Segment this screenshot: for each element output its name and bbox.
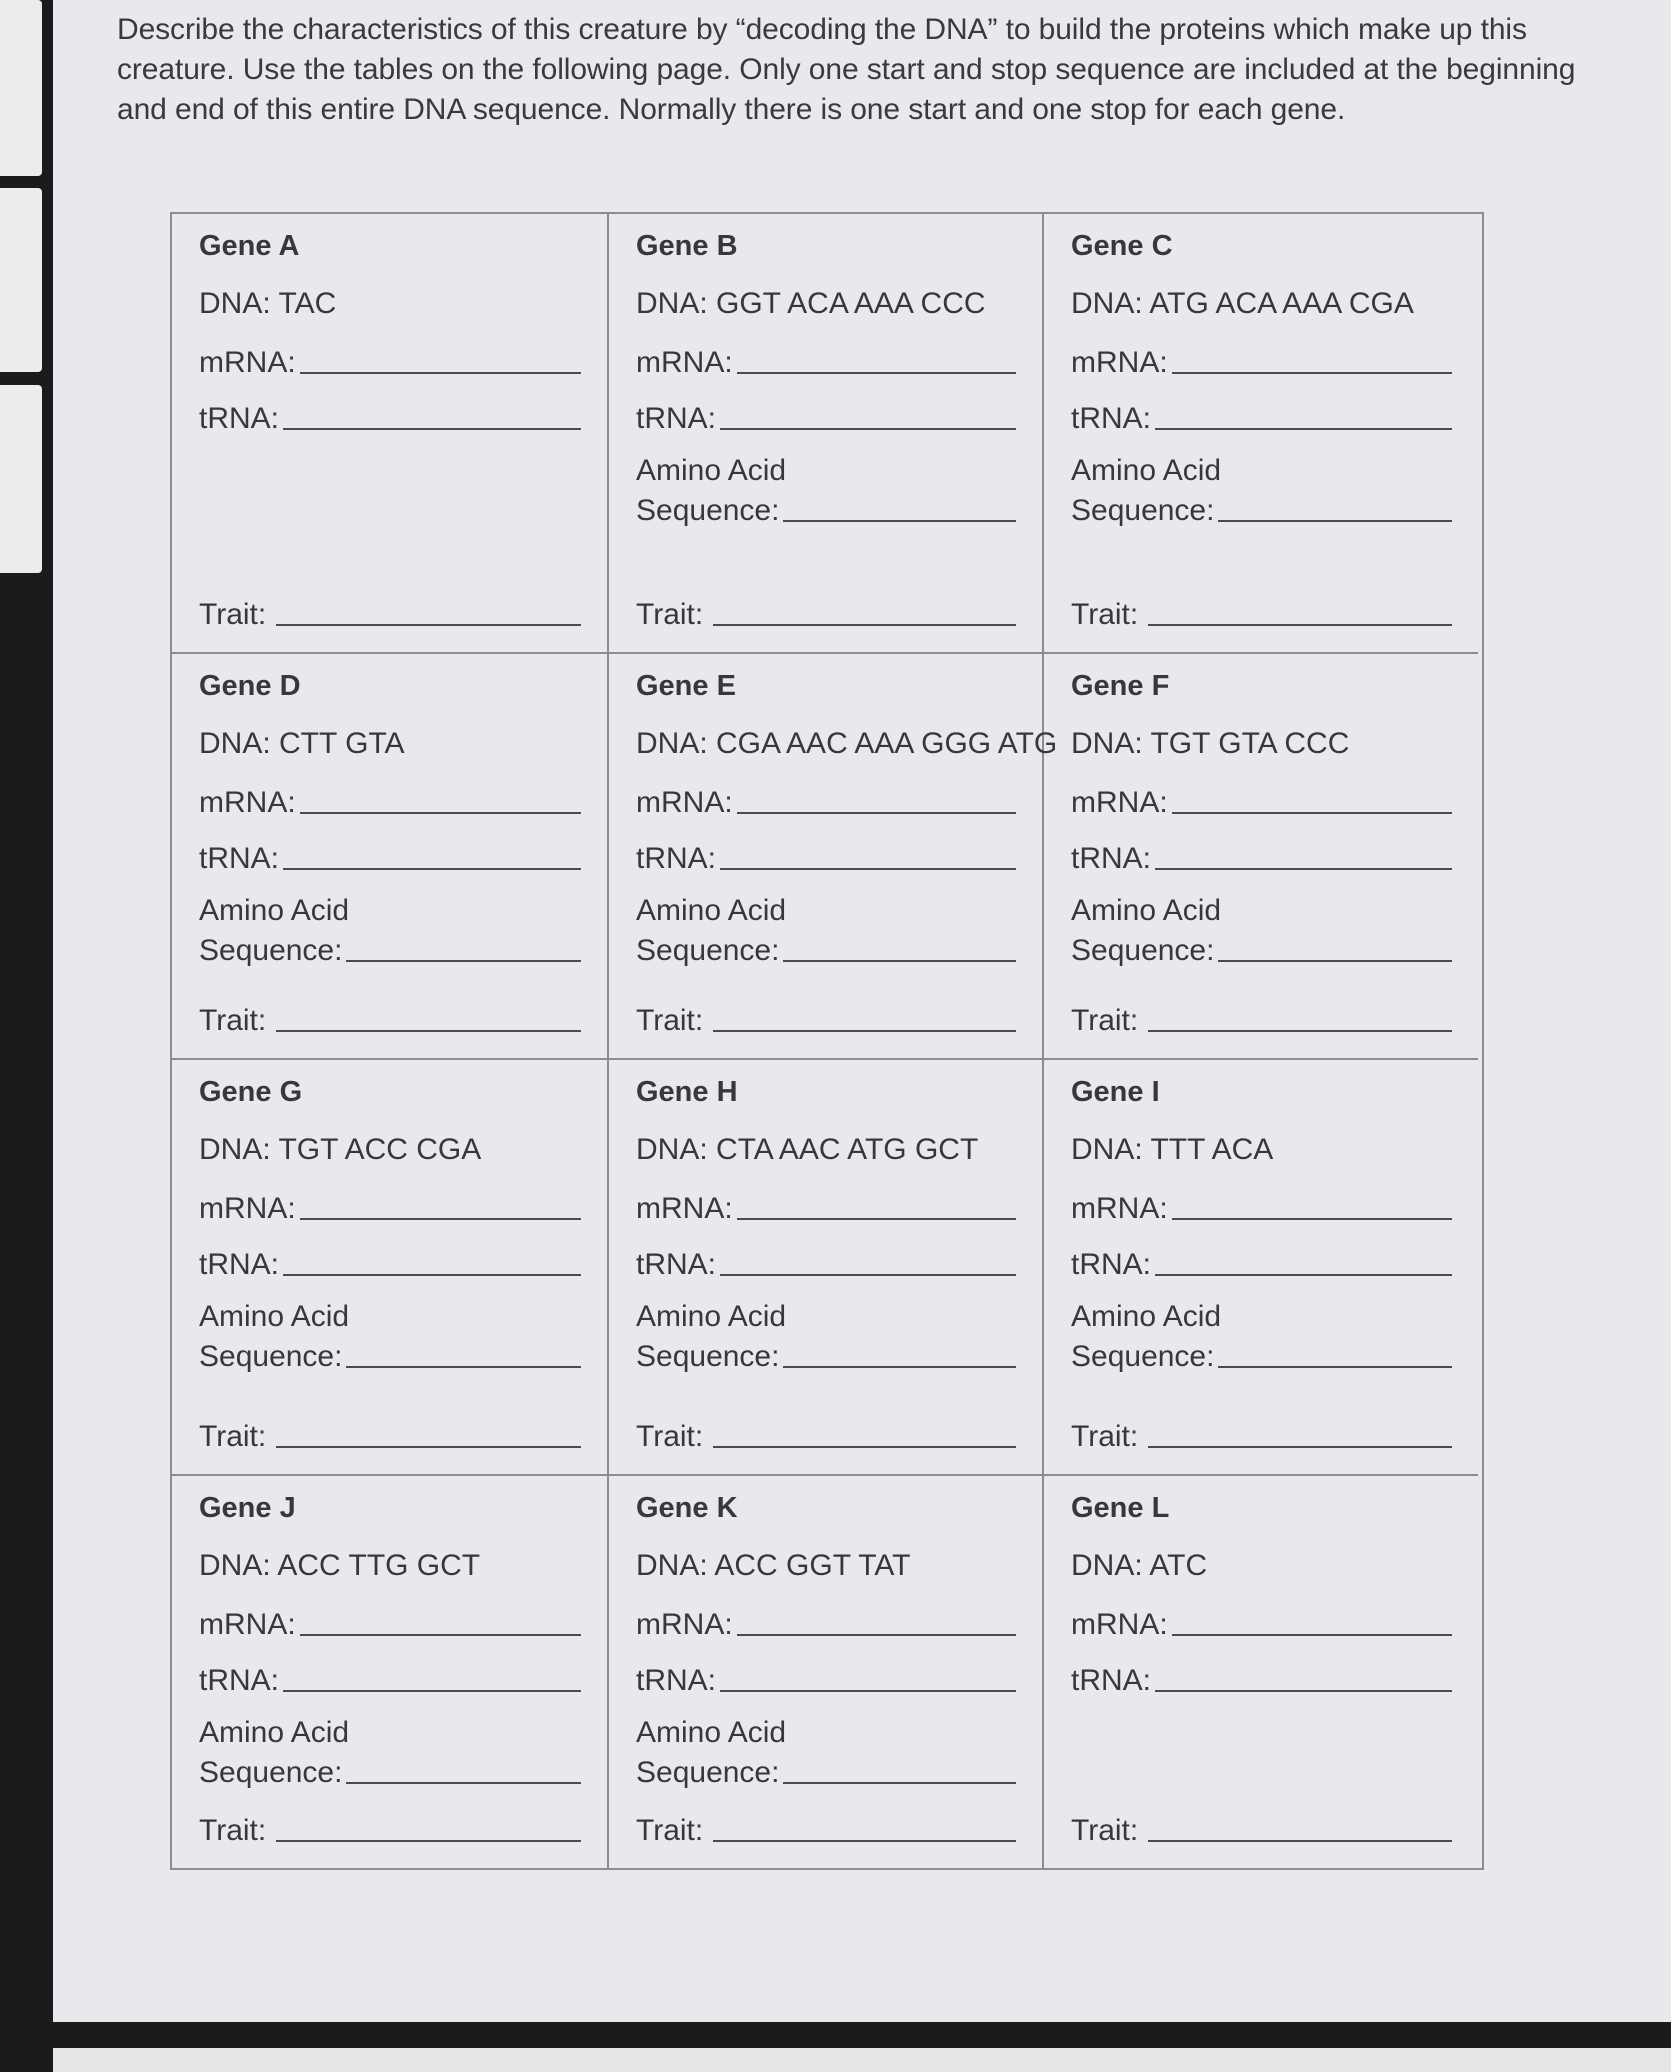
dna-sequence: DNA: TAC <box>199 287 337 320</box>
sequence-blank[interactable] <box>1218 519 1452 522</box>
mrna-label: mRNA: <box>1071 1608 1168 1641</box>
trna-label: tRNA: <box>636 1664 717 1697</box>
mrna-blank[interactable] <box>1172 811 1452 814</box>
amino-acid-block <box>636 1298 1016 1374</box>
mrna-blank[interactable] <box>300 811 581 814</box>
gene-cell <box>172 214 609 654</box>
amino-acid-label: Amino Acid <box>1071 894 1222 927</box>
mrna-row <box>199 1186 581 1226</box>
sequence-row <box>636 1336 1016 1374</box>
trna-row <box>199 1242 581 1282</box>
mrna-blank[interactable] <box>300 371 581 374</box>
gene-cell <box>1044 214 1478 654</box>
trna-blank[interactable] <box>283 1689 581 1692</box>
dna-sequence: DNA: GGT ACA AAA CCC <box>636 287 986 320</box>
trait-label: Trait: <box>636 1814 704 1847</box>
mrna-label: mRNA: <box>199 1192 296 1225</box>
trait-label: Trait: <box>1071 1814 1139 1847</box>
mrna-label: mRNA: <box>636 1192 733 1225</box>
left-tab-1 <box>0 0 42 176</box>
trait-row <box>636 1808 1016 1848</box>
mrna-blank[interactable] <box>737 1633 1016 1636</box>
trna-blank[interactable] <box>720 1273 1016 1276</box>
mrna-label: mRNA: <box>1071 786 1168 819</box>
trna-label: tRNA: <box>636 402 717 435</box>
gene-name: Gene A <box>199 230 300 262</box>
gene-cell <box>172 654 609 1060</box>
gene-cell <box>609 1476 1044 1868</box>
trait-blank[interactable] <box>713 1839 1016 1842</box>
trait-blank[interactable] <box>1148 623 1452 626</box>
trait-label: Trait: <box>199 598 267 631</box>
trna-row <box>199 836 581 876</box>
trait-label: Trait: <box>636 1004 704 1037</box>
trna-blank[interactable] <box>1155 1273 1452 1276</box>
trna-blank[interactable] <box>720 427 1016 430</box>
gene-cell <box>609 1060 1044 1476</box>
amino-acid-label: Amino Acid <box>636 1300 787 1333</box>
sequence-blank[interactable] <box>783 1365 1016 1368</box>
mrna-blank[interactable] <box>1172 371 1452 374</box>
dna-sequence: DNA: CTA AAC ATG GCT <box>636 1133 979 1166</box>
amino-acid-block <box>636 452 1016 528</box>
gene-name: Gene C <box>1071 230 1173 262</box>
instructions-text: Describe the characteristics of this creature by “decoding the DNA” to build the proteins which make up this creature. Use the tables on the following page. Only one start and stop sequence are included at the beginning and end of this entire DNA sequence. Normally there is one start and one stop for each gene. <box>117 13 1576 126</box>
trna-row <box>1071 1242 1452 1282</box>
sequence-row <box>1071 930 1452 968</box>
trait-label: Trait: <box>199 1004 267 1037</box>
amino-acid-block <box>636 1714 1016 1790</box>
gene-table <box>170 212 1484 1870</box>
gene-name: Gene B <box>636 230 738 262</box>
trna-row <box>1071 836 1452 876</box>
amino-acid-label: Amino Acid <box>1071 1300 1222 1333</box>
trait-blank[interactable] <box>713 623 1016 626</box>
mrna-blank[interactable] <box>1172 1633 1452 1636</box>
mrna-label: mRNA: <box>636 786 733 819</box>
amino-acid-block <box>199 1298 581 1374</box>
trait-blank[interactable] <box>276 1445 581 1448</box>
gene-name: Gene I <box>1071 1076 1160 1108</box>
trait-row <box>636 998 1016 1038</box>
amino-acid-block <box>636 892 1016 968</box>
sequence-blank[interactable] <box>783 519 1016 522</box>
trna-blank[interactable] <box>283 427 581 430</box>
mrna-blank[interactable] <box>1172 1217 1452 1220</box>
trait-label: Trait: <box>636 598 704 631</box>
sequence-label: Sequence: <box>199 1756 343 1789</box>
trait-blank[interactable] <box>276 1839 581 1842</box>
trna-label: tRNA: <box>1071 1248 1152 1281</box>
sequence-label: Sequence: <box>1071 1340 1215 1373</box>
trait-row <box>199 1414 581 1454</box>
trna-label: tRNA: <box>199 402 280 435</box>
sequence-row <box>199 1336 581 1374</box>
next-page-edge <box>53 2048 1671 2072</box>
trait-blank[interactable] <box>276 623 581 626</box>
trait-blank[interactable] <box>1148 1445 1452 1448</box>
sequence-row <box>636 1752 1016 1790</box>
trait-blank[interactable] <box>713 1445 1016 1448</box>
mrna-label: mRNA: <box>1071 346 1168 379</box>
sequence-row <box>199 1752 581 1790</box>
mrna-label: mRNA: <box>199 346 296 379</box>
amino-acid-label: Amino Acid <box>199 894 350 927</box>
dna-sequence: DNA: ACC GGT TAT <box>636 1549 911 1582</box>
dna-sequence: DNA: ATG ACA AAA CGA <box>1071 287 1414 320</box>
mrna-blank[interactable] <box>737 371 1016 374</box>
amino-acid-block <box>1071 892 1452 968</box>
mrna-blank[interactable] <box>737 811 1016 814</box>
amino-acid-label: Amino Acid <box>636 454 787 487</box>
trna-blank[interactable] <box>1155 427 1452 430</box>
trait-label: Trait: <box>636 1420 704 1453</box>
dna-sequence: DNA: CTT GTA <box>199 727 405 760</box>
mrna-blank[interactable] <box>300 1633 581 1636</box>
sequence-label: Sequence: <box>1071 494 1215 527</box>
sequence-label: Sequence: <box>199 934 343 967</box>
sequence-blank[interactable] <box>346 1781 581 1784</box>
trait-row <box>1071 998 1452 1038</box>
trait-blank[interactable] <box>1148 1839 1452 1842</box>
mrna-blank[interactable] <box>737 1217 1016 1220</box>
trna-label: tRNA: <box>1071 842 1152 875</box>
gene-name: Gene F <box>1071 670 1170 702</box>
trait-row <box>199 592 581 632</box>
amino-acid-label: Amino Acid <box>636 1716 787 1749</box>
mrna-label: mRNA: <box>199 786 296 819</box>
dna-sequence: DNA: CGA AAC AAA GGG ATG <box>636 727 1058 760</box>
gene-cell <box>172 1060 609 1476</box>
mrna-row <box>636 1186 1016 1226</box>
trait-blank[interactable] <box>713 1029 1016 1032</box>
trna-blank[interactable] <box>283 1273 581 1276</box>
trna-row <box>636 836 1016 876</box>
trait-row <box>1071 1414 1452 1454</box>
amino-acid-label: Amino Acid <box>1071 454 1222 487</box>
trait-label: Trait: <box>1071 598 1139 631</box>
gene-name: Gene J <box>199 1492 296 1524</box>
mrna-blank[interactable] <box>300 1217 581 1220</box>
trait-row <box>1071 1808 1452 1848</box>
gene-name: Gene G <box>199 1076 303 1108</box>
mrna-row <box>199 1602 581 1642</box>
trna-row <box>636 1242 1016 1282</box>
trait-label: Trait: <box>1071 1420 1139 1453</box>
trna-label: tRNA: <box>199 1248 280 1281</box>
mrna-row <box>636 780 1016 820</box>
trait-row <box>199 998 581 1038</box>
mrna-row <box>199 780 581 820</box>
sequence-blank[interactable] <box>783 959 1016 962</box>
gene-cell <box>1044 1060 1478 1476</box>
dna-sequence: DNA: TGT ACC CGA <box>199 1133 482 1166</box>
sequence-row <box>199 930 581 968</box>
dna-sequence: DNA: ACC TTG GCT <box>199 1549 481 1582</box>
mrna-label: mRNA: <box>636 1608 733 1641</box>
amino-acid-block <box>1071 1298 1452 1374</box>
mrna-row <box>636 340 1016 380</box>
sequence-blank[interactable] <box>1218 1365 1452 1368</box>
mrna-row <box>636 1602 1016 1642</box>
gene-cell <box>609 654 1058 1060</box>
trna-blank[interactable] <box>1155 1689 1452 1692</box>
trait-blank[interactable] <box>1148 1029 1452 1032</box>
gene-name: Gene H <box>636 1076 738 1108</box>
trna-label: tRNA: <box>199 1664 280 1697</box>
sequence-blank[interactable] <box>346 959 581 962</box>
gene-cell <box>1044 1476 1478 1868</box>
trait-label: Trait: <box>199 1420 267 1453</box>
trna-blank[interactable] <box>1155 867 1452 870</box>
dna-sequence: DNA: TTT ACA <box>1071 1133 1274 1166</box>
gene-name: Gene D <box>199 670 301 702</box>
mrna-row <box>1071 780 1452 820</box>
sequence-row <box>1071 490 1452 528</box>
sequence-blank[interactable] <box>783 1781 1016 1784</box>
sequence-label: Sequence: <box>636 1340 780 1373</box>
amino-acid-block <box>199 892 581 968</box>
sequence-row <box>1071 1336 1452 1374</box>
sequence-label: Sequence: <box>636 494 780 527</box>
dna-sequence: DNA: TGT GTA CCC <box>1071 727 1350 760</box>
trna-label: tRNA: <box>1071 1664 1152 1697</box>
gene-name: Gene E <box>636 670 736 702</box>
amino-acid-block <box>199 1714 581 1790</box>
sequence-label: Sequence: <box>199 1340 343 1373</box>
trait-row <box>636 592 1016 632</box>
trait-row <box>636 1414 1016 1454</box>
sequence-blank[interactable] <box>346 1365 581 1368</box>
trait-row <box>1071 592 1452 632</box>
gene-name: Gene L <box>1071 1492 1170 1524</box>
gene-cell <box>609 214 1044 654</box>
gene-cell <box>1044 654 1478 1060</box>
sequence-label: Sequence: <box>1071 934 1215 967</box>
trait-label: Trait: <box>199 1814 267 1847</box>
trna-blank[interactable] <box>283 867 581 870</box>
mrna-label: mRNA: <box>636 346 733 379</box>
sequence-row <box>636 930 1016 968</box>
amino-acid-label: Amino Acid <box>199 1716 350 1749</box>
amino-acid-label: Amino Acid <box>199 1300 350 1333</box>
left-tab-3 <box>0 385 42 573</box>
dna-sequence: DNA: ATC <box>1071 1549 1208 1582</box>
left-tab-2 <box>0 188 42 372</box>
trna-blank[interactable] <box>720 867 1016 870</box>
amino-acid-label: Amino Acid <box>636 894 787 927</box>
mrna-row <box>1071 1186 1452 1226</box>
trna-label: tRNA: <box>636 842 717 875</box>
trna-row <box>199 1658 581 1698</box>
trna-row <box>636 396 1016 436</box>
trna-row <box>199 396 581 436</box>
amino-acid-block <box>1071 452 1452 528</box>
mrna-row <box>1071 340 1452 380</box>
trna-label: tRNA: <box>1071 402 1152 435</box>
trna-label: tRNA: <box>636 1248 717 1281</box>
trna-row <box>1071 396 1452 436</box>
mrna-row <box>1071 1602 1452 1642</box>
trna-label: tRNA: <box>199 842 280 875</box>
mrna-row <box>199 340 581 380</box>
sequence-label: Sequence: <box>636 934 780 967</box>
sequence-row <box>636 490 1016 528</box>
trait-row <box>199 1808 581 1848</box>
trna-blank[interactable] <box>720 1689 1016 1692</box>
sequence-blank[interactable] <box>1218 959 1452 962</box>
gene-cell <box>172 1476 609 1868</box>
trna-row <box>636 1658 1016 1698</box>
gene-name: Gene K <box>636 1492 738 1524</box>
trna-row <box>1071 1658 1452 1698</box>
sequence-label: Sequence: <box>636 1756 780 1789</box>
mrna-label: mRNA: <box>1071 1192 1168 1225</box>
trait-label: Trait: <box>1071 1004 1139 1037</box>
mrna-label: mRNA: <box>199 1608 296 1641</box>
trait-blank[interactable] <box>276 1029 581 1032</box>
